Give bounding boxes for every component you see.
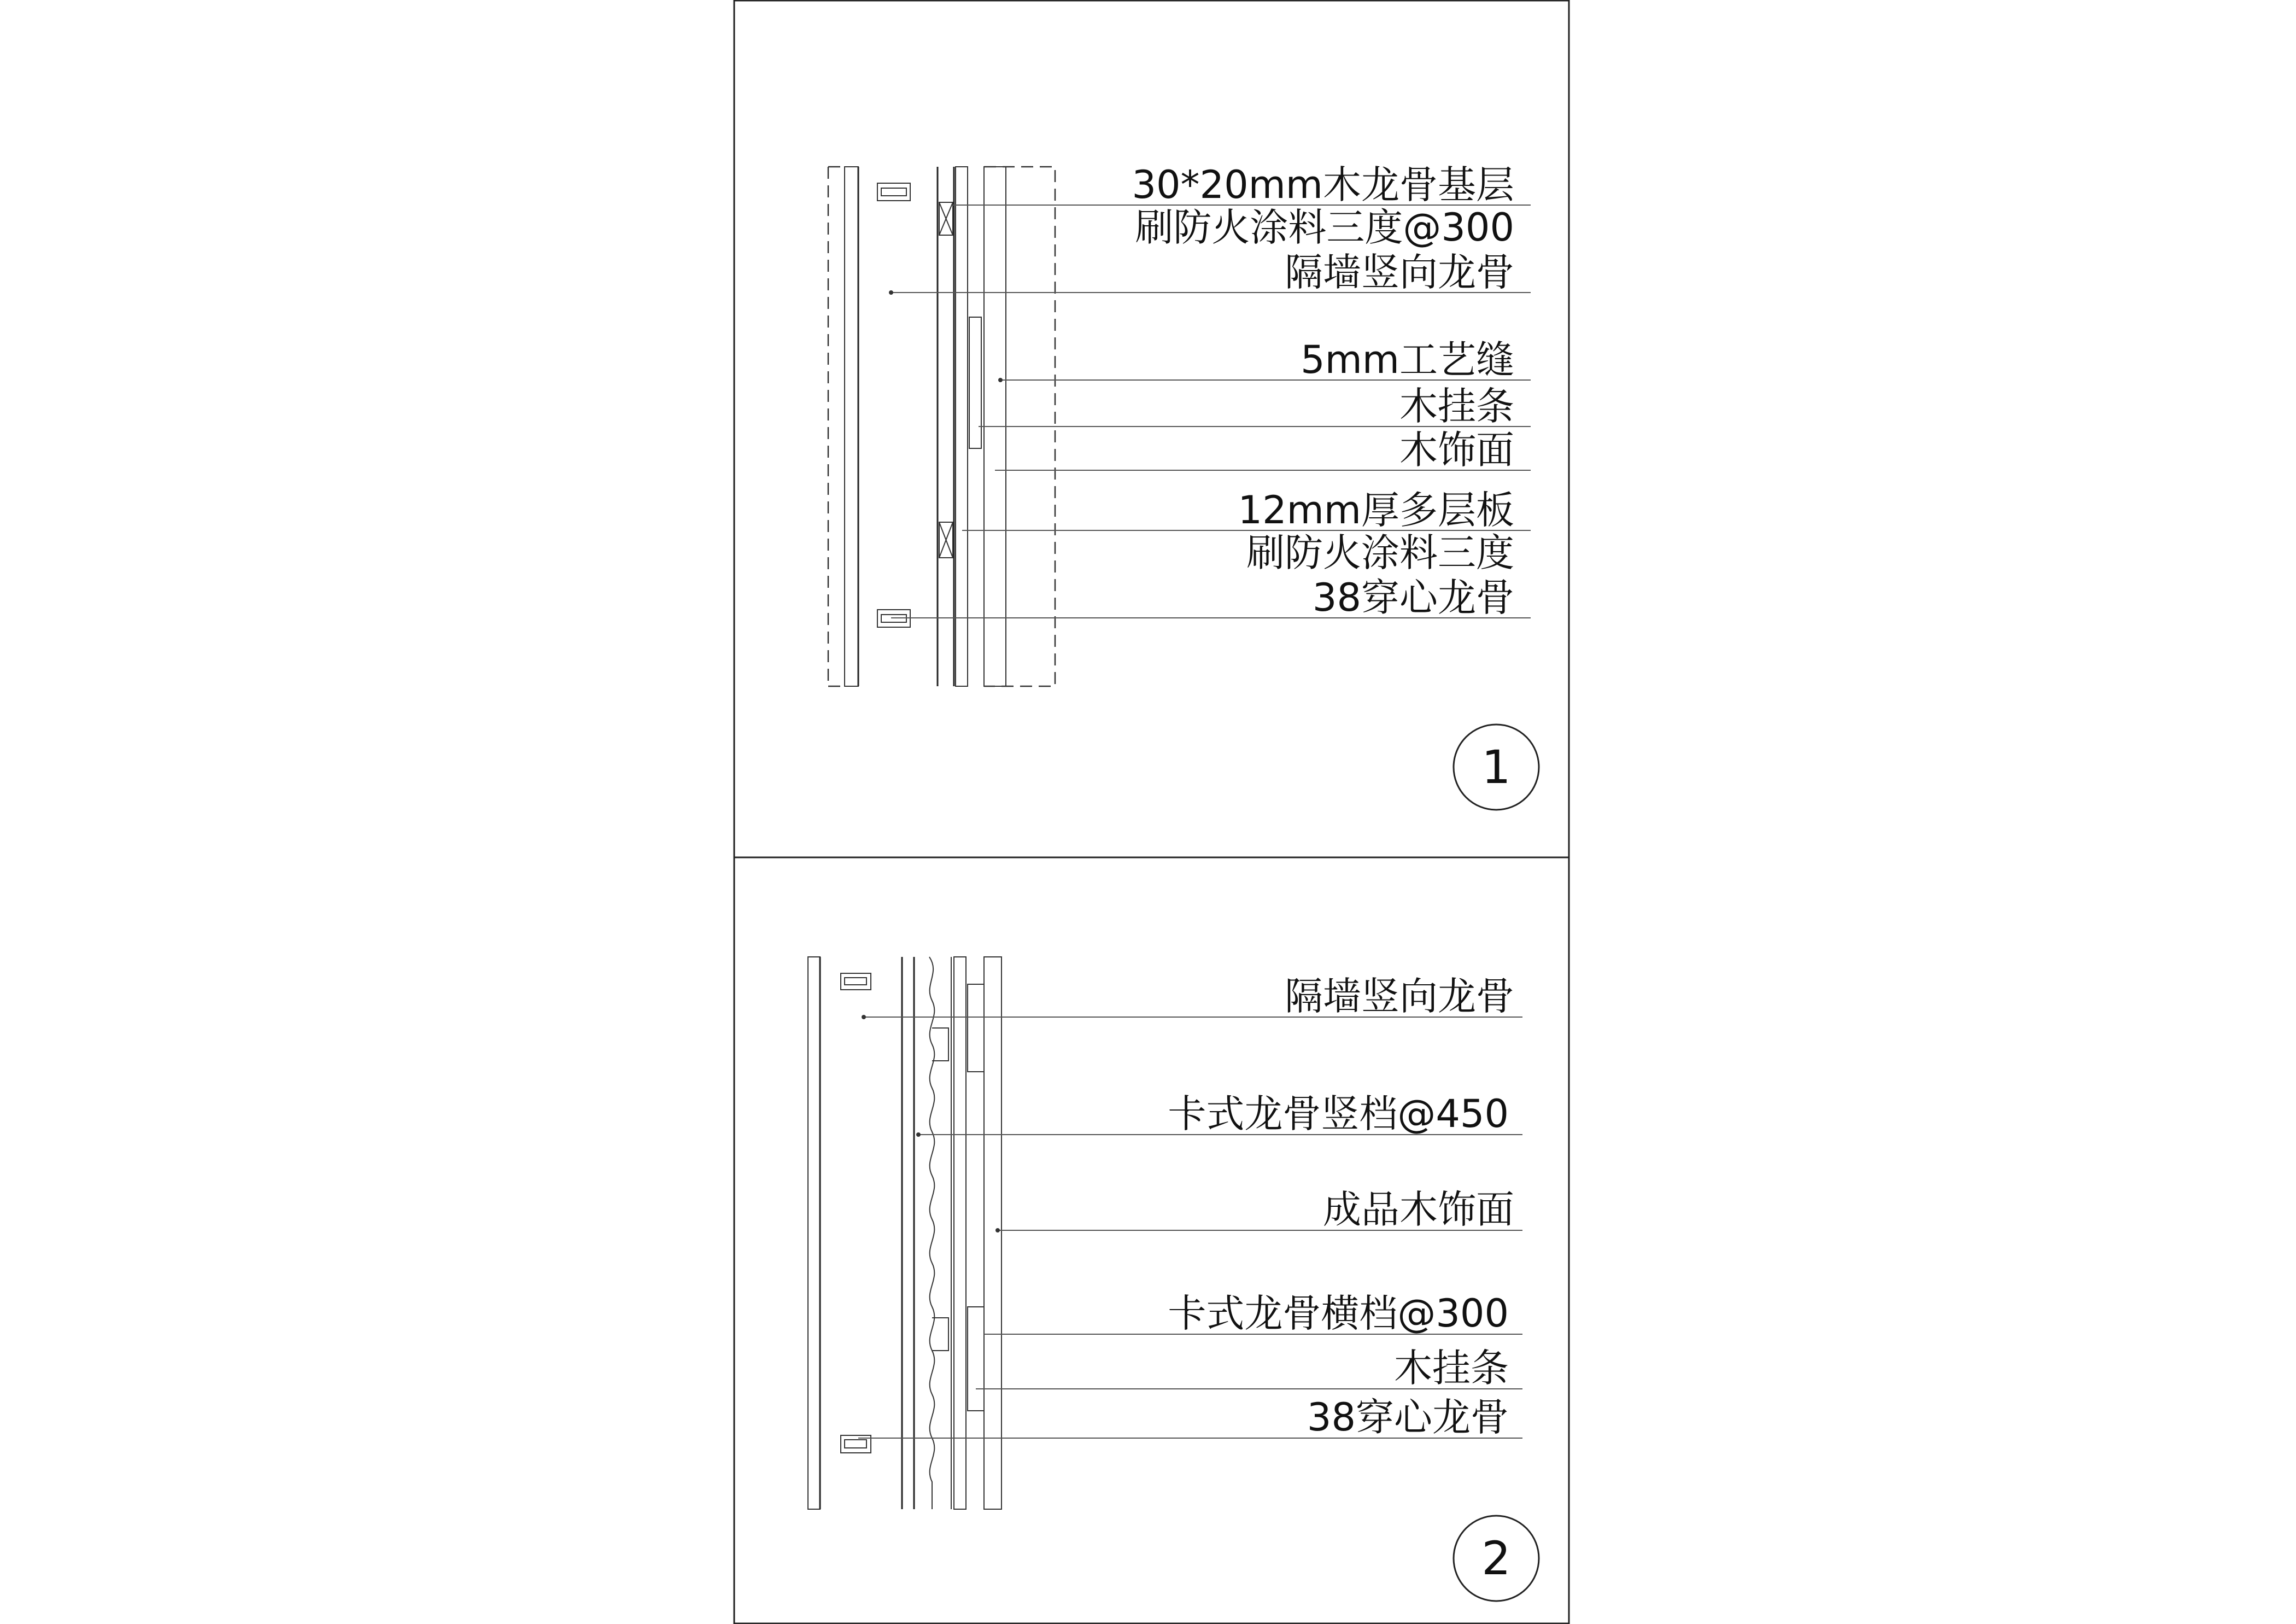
label-wood-hanging-strip: 木挂条 [1399, 384, 1514, 429]
wood-hanging-strip [969, 317, 981, 448]
plywood-layer [956, 167, 968, 686]
label-partition-vertical-stud: 隔墙竖向龙骨 [1285, 250, 1514, 295]
label-finished-wood-finish: 成品木饰面 [1323, 1187, 1514, 1232]
wood-hanging-strip [968, 1307, 984, 1411]
finished-wood-panel [984, 957, 1001, 1509]
label-partition-vertical-stud: 隔墙竖向龙骨 [1285, 974, 1514, 1019]
detail-2-number: 2 [1481, 1532, 1511, 1585]
label-38-channel: 38穿心龙骨 [1307, 1395, 1509, 1440]
panel-2-frame [734, 857, 1569, 1623]
plaster-layer [845, 167, 858, 686]
detail-2-section [808, 957, 1001, 1509]
detail-2-marker [1454, 1516, 1539, 1601]
detail-2-labels [1168, 974, 1514, 1440]
detail-1-marker [1454, 725, 1539, 810]
card-stud-layer [954, 957, 966, 1509]
label-wood-finish: 木饰面 [1399, 428, 1514, 472]
label-wood-batten-base: 30*20mm木龙骨基层 [1132, 162, 1514, 207]
label-fireproof-coat: 刷防火涂料三度 [1246, 530, 1514, 575]
label-38-channel: 38穿心龙骨 [1312, 575, 1514, 620]
plaster-layer [808, 957, 820, 1509]
label-card-stud-horizontal-300: 卡式龙骨横档@300 [1168, 1291, 1509, 1336]
wood-hanging-strip [968, 984, 984, 1072]
detail-1-labels [1132, 162, 1514, 620]
label-wood-hanging-strip: 木挂条 [1394, 1346, 1509, 1391]
label-12mm-plywood: 12mm厚多层板 [1238, 488, 1514, 533]
label-card-stud-vertical-450: 卡式龙骨竖档@450 [1168, 1091, 1509, 1136]
label-fireproof-coat-300: 刷防火涂料三度@300 [1135, 205, 1514, 250]
channel-38 [877, 183, 910, 201]
label-5mm-joint: 5mm工艺缝 [1301, 337, 1514, 382]
detail-1-number: 1 [1481, 740, 1511, 794]
